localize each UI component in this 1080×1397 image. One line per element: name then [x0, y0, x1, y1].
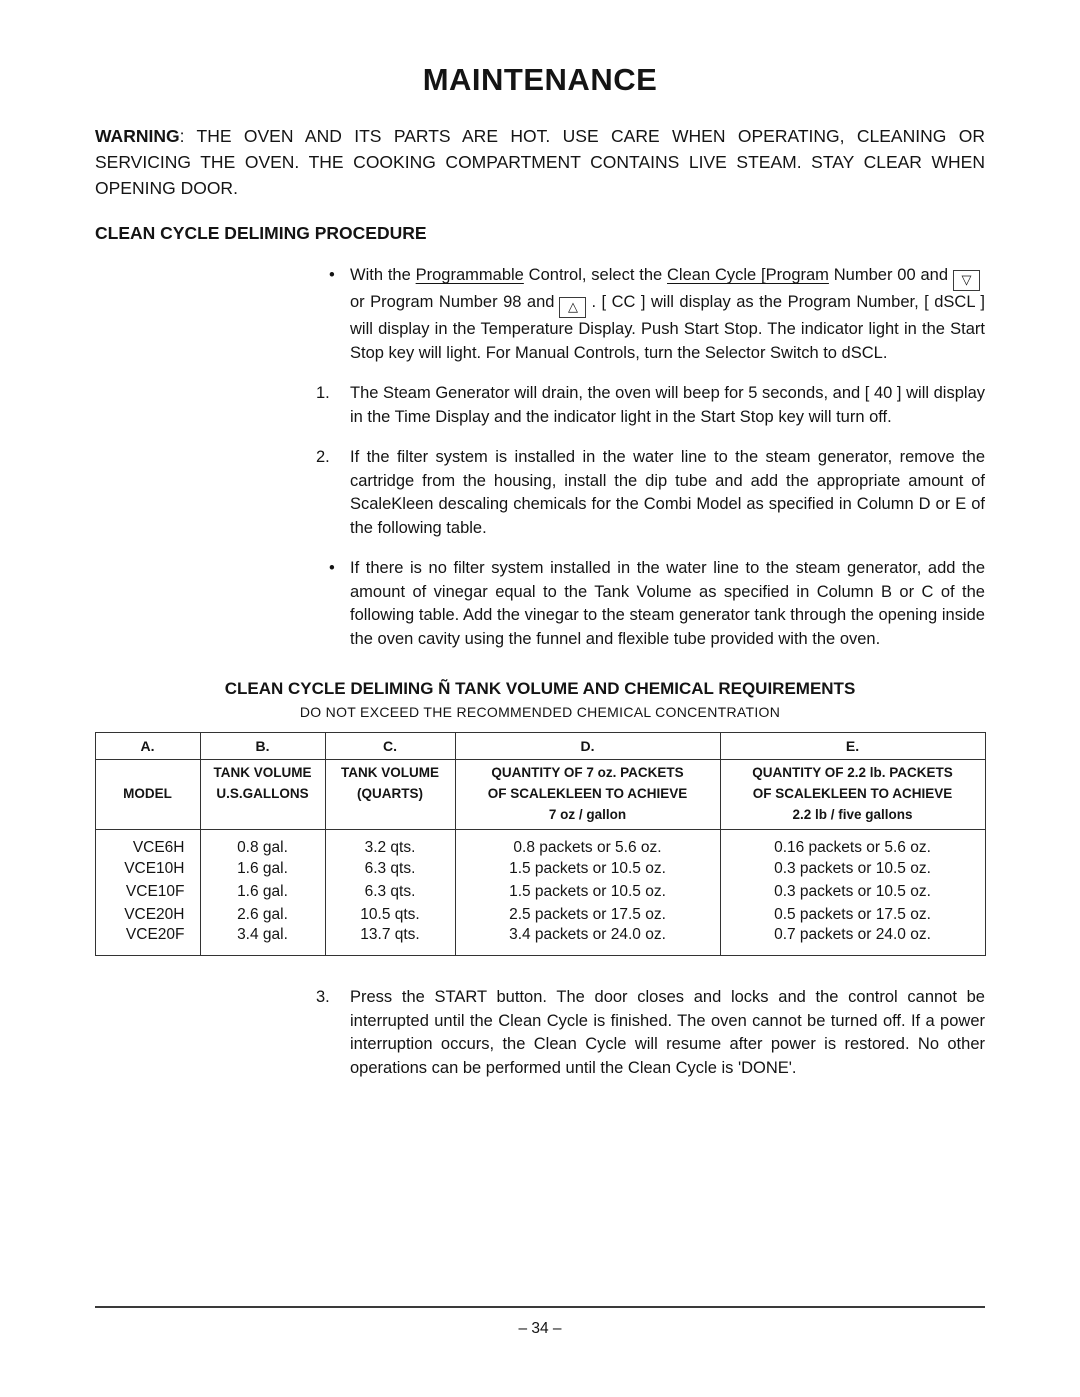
cell-quarts: 6.3 qts. [325, 880, 455, 903]
list-item-bullet-2 [316, 557, 985, 651]
table-subheading: DO NOT EXCEED THE RECOMMENDED CHEMICAL CONCENTRATION [299, 704, 781, 720]
bullet-2-text: If there is no filter system installed in the water line to the steam generator, add the amount of vinegar equal to the Tank Volume as specified in Column B or C of the following table. Add the vinegar to the steam generator tank through the opening inside the oven cavity using the funnel and flexible tube provided with the oven. [350, 559, 985, 648]
header-line: U.S.GALLONS [216, 786, 309, 801]
bullet-1-seg-2: Control, select the [523, 266, 668, 284]
header-line: QUANTITY OF 7 oz. PACKETS [491, 765, 684, 780]
column-header-gallons [200, 760, 325, 830]
header-line: (QUARTS) [357, 786, 423, 801]
table-row [95, 880, 985, 903]
cell-gallons: 3.4 gal. [200, 926, 325, 956]
chemical-requirements-table [95, 732, 986, 956]
table-row [95, 903, 985, 926]
cell-packets-2lb: 0.16 packets or 5.6 oz. [720, 830, 985, 858]
footer-divider [95, 1306, 985, 1308]
column-letter-d: D. [455, 733, 720, 760]
cell-packets-7oz: 2.5 packets or 17.5 oz. [455, 903, 720, 926]
cell-packets-2lb: 0.7 packets or 24.0 oz. [720, 926, 985, 956]
column-letter-b: B. [200, 733, 325, 760]
step-2-text: If the filter system is installed in the water line to the steam generator, remove the cartridge from the housing, install the dip tube and add the appropriate amount of ScaleKleen descaling chemicals for the Combi Model as specified in Column D or E of the following table. [350, 448, 985, 537]
header-line [98, 762, 198, 783]
column-header-packets-7oz [455, 760, 720, 830]
down-arrow-key-icon: ▽ [953, 270, 980, 291]
column-header-quarts [325, 760, 455, 830]
cell-quarts: 13.7 qts. [325, 926, 455, 956]
step-3-text: Press the START button. The door closes and locks and the control cannot be interrupted until the Clean Cycle is finished. The oven cannot be turned off. If a power interruption occurs, the Clean Cycle will resume after power is restored. No other operations can be performed until the Clean Cycle is 'DONE'. [350, 988, 985, 1077]
bullet-1-seg-1: With the [350, 266, 416, 284]
list-item-step-2 [316, 446, 985, 540]
step-1-number: 1. [316, 384, 330, 402]
cell-quarts: 10.5 qts. [325, 903, 455, 926]
cell-packets-7oz: 1.5 packets or 10.5 oz. [455, 880, 720, 903]
list-item-bullet-1 [316, 264, 985, 365]
header-line: TANK VOLUME [213, 765, 312, 780]
header-line: MODEL [123, 786, 172, 801]
cell-model: VCE10F [95, 880, 200, 903]
procedure-list [0, 264, 1080, 651]
cell-gallons: 1.6 gal. [200, 857, 325, 880]
header-line [98, 804, 198, 825]
column-header-packets-2lb [720, 760, 985, 830]
table-letter-row [95, 733, 985, 760]
bullet-1-underlined-2: Clean Cycle [Program [667, 266, 829, 284]
cell-model: VCE6H [95, 830, 200, 858]
table-heading: CLEAN CYCLE DELIMING Ñ TANK VOLUME AND CHEMICAL REQUIREMENTS [224, 679, 856, 698]
cell-gallons: 1.6 gal. [200, 880, 325, 903]
header-line [328, 804, 453, 825]
step-2-number: 2. [316, 448, 330, 466]
cell-model: VCE20F [95, 926, 200, 956]
header-line: OF SCALEKLEEN TO ACHIEVE [487, 786, 688, 801]
cell-packets-2lb: 0.3 packets or 10.5 oz. [720, 880, 985, 903]
warning-label: WARNING [95, 126, 180, 146]
bullet-1-underlined-1: Programmable [415, 266, 524, 284]
table-row [95, 830, 985, 858]
warning-text: : THE OVEN AND ITS PARTS ARE HOT. USE CARE WHEN OPERATING, CLEANING OR SERVICING THE OVEN. THE COOKING COMPARTMENT CONTAINS LIVE STEAM. STAY CLEAR WHEN OPENING DOOR. [95, 126, 985, 198]
step-3-container [0, 986, 1080, 1080]
cell-quarts: 3.2 qts. [325, 830, 455, 858]
up-arrow-key-icon: △ [559, 297, 586, 318]
header-line [203, 804, 323, 825]
list-item-step-3 [316, 986, 985, 1080]
header-line: OF SCALEKLEEN TO ACHIEVE [752, 786, 953, 801]
warning-paragraph [95, 123, 985, 201]
bullet-marker: • [329, 266, 335, 284]
table-row [95, 926, 985, 956]
bullet-marker: • [329, 559, 335, 577]
table-row [95, 857, 985, 880]
section-heading-clean-cycle: CLEAN CYCLE DELIMING PROCEDURE [95, 223, 427, 243]
cell-quarts: 6.3 qts. [325, 857, 455, 880]
header-line: 7 oz / gallon [548, 807, 627, 822]
cell-model: VCE10H [95, 857, 200, 880]
header-line: QUANTITY OF 2.2 lb. PACKETS [752, 765, 953, 780]
header-line: 2.2 lb / five gallons [792, 807, 913, 822]
cell-model: VCE20H [95, 903, 200, 926]
step-3-number: 3. [316, 988, 330, 1006]
bullet-1-seg-4: or Program Number 98 and [350, 293, 555, 311]
cell-gallons: 0.8 gal. [200, 830, 325, 858]
bullet-1-seg-5: . [ CC ] will display as the Program Number, [ dSCL ] will display in the Temperature Display. Push Start Stop. The indicator light in the Start Stop key will light. For Manual Controls, turn the Selector Switch to dSCL. [350, 293, 985, 362]
table-label-row [95, 760, 985, 830]
cell-packets-2lb: 0.3 packets or 10.5 oz. [720, 857, 985, 880]
page-title: MAINTENANCE [422, 62, 658, 97]
cell-packets-2lb: 0.5 packets or 17.5 oz. [720, 903, 985, 926]
column-letter-c: C. [325, 733, 455, 760]
column-header-model [95, 760, 200, 830]
cell-packets-7oz: 0.8 packets or 5.6 oz. [455, 830, 720, 858]
cell-packets-7oz: 1.5 packets or 10.5 oz. [455, 857, 720, 880]
bullet-1-text [350, 264, 985, 365]
cell-packets-7oz: 3.4 packets or 24.0 oz. [455, 926, 720, 956]
column-letter-a: A. [95, 733, 200, 760]
list-item-step-1 [316, 382, 985, 429]
cell-gallons: 2.6 gal. [200, 903, 325, 926]
step-1-text: The Steam Generator will drain, the oven will beep for 5 seconds, and [ 40 ] will display in the Time Display and the indicator light in the Start Stop key will turn off. [350, 384, 985, 426]
column-letter-e: E. [720, 733, 985, 760]
bullet-1-seg-3: Number 00 and [828, 266, 949, 284]
page-number: – 34 – [518, 1320, 562, 1337]
header-line: TANK VOLUME [341, 765, 439, 780]
